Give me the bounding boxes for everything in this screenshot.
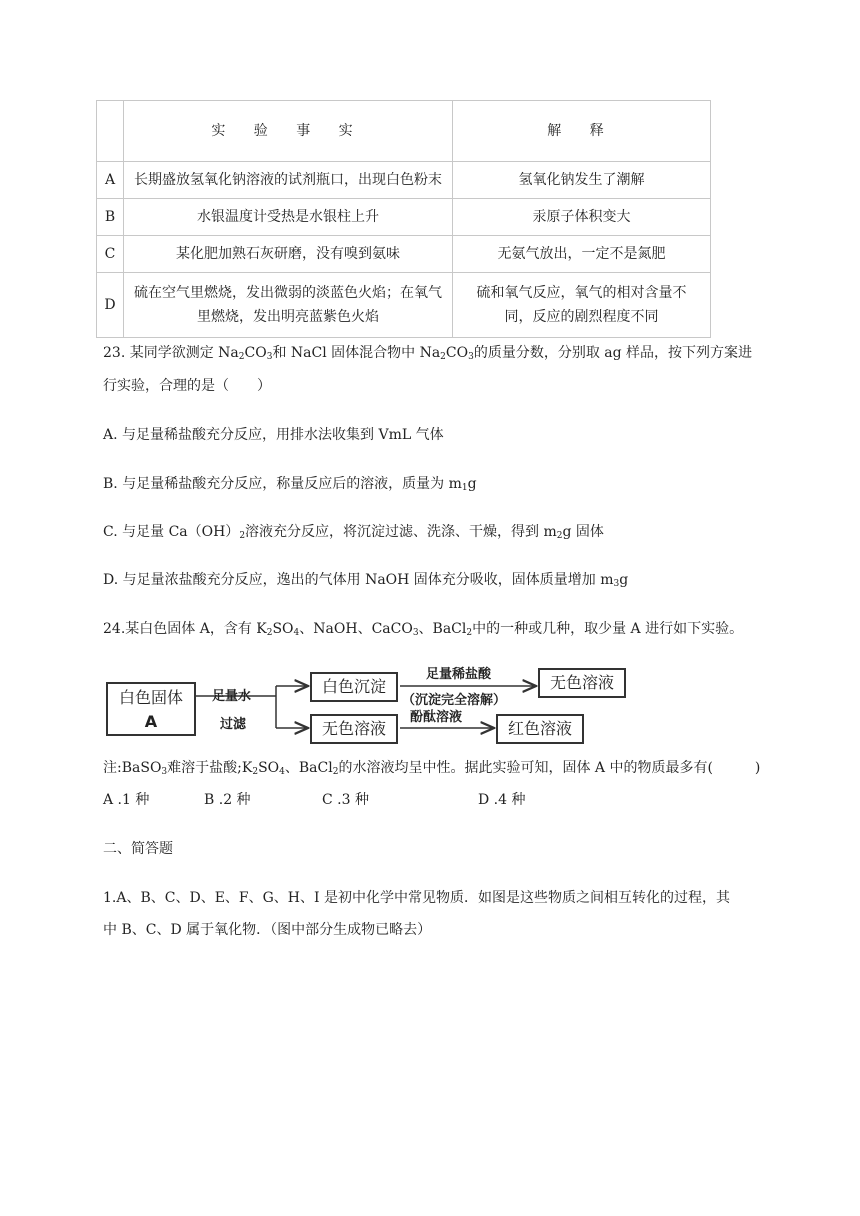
label-filter: 过滤 [220, 717, 247, 732]
row-fact-line: 里燃烧，发出明亮蓝紫色火焰 [197, 309, 379, 325]
q23-option-a: A. 与足量稀盐酸充分反应，用排水法收集到 VmL 气体 [103, 427, 444, 443]
box-white-solid [106, 682, 196, 736]
row-label: A [97, 162, 124, 199]
row-label: C [97, 236, 124, 273]
header-expl: 解 释 [453, 101, 711, 162]
row-fact-line: 硫在空气里燃烧，发出微弱的淡蓝色火焰；在氧气 [134, 285, 442, 301]
row-fact: 某化肥加熟石灰研磨，没有嗅到氨味 [124, 236, 453, 273]
row-expl: 氢氧化钠发生了潮解 [453, 162, 711, 199]
box-white-solid-line2: A [144, 712, 158, 731]
section-title: 二、简答题 [103, 841, 173, 857]
table-corner [97, 101, 124, 162]
row-label: B [97, 199, 124, 236]
q23-option-d: D. 与足量浓盐酸充分反应，逸出的气体用 NaOH 固体充分吸收，固体质量增加 $m_3g$ [103, 572, 629, 589]
label-hcl: 足量稀盐酸 [426, 667, 492, 682]
label-water: 足量水 [212, 689, 252, 704]
facts-table [96, 100, 711, 338]
q24-option-c: C .3 种 [322, 792, 369, 808]
q24-option-a: A .1 种 [103, 792, 150, 808]
box-white-precipitate: 白色沉淀 [310, 672, 398, 702]
box-colorless-solution-2: 无色溶液 [310, 714, 398, 744]
box-white-solid-line1: 白色固体 [118, 688, 183, 707]
q23-option-b: B. 与足量稀盐酸充分反应，称量反应后的溶液，质量为 $m_1g$ [103, 476, 477, 493]
row-expl [453, 273, 711, 338]
q1-line1: 1.A、B、C、D、E、F、G、H、I 是初中化学中常见物质．如图是这些物质之间相互转化的过程，其 [103, 890, 730, 906]
q24-option-d: D .4 种 [478, 792, 526, 808]
row-label: D [97, 273, 124, 338]
q24-note: 注:BaSO$_3$难溶于盐酸$;K_2SO_4$、BaCl$_2$的水溶液均呈中性。据此实验可知，固体 A 中的物质最多有( ) [103, 760, 761, 777]
q23-option-c: C. 与足量 $Ca(OH)_2$溶液充分反应，将沉淀过滤、洗涤、干燥，得到 $m_2g$ 固体 [103, 524, 604, 541]
table-row [97, 273, 711, 338]
box-colorless-solution-1: 无色溶液 [538, 668, 626, 698]
q1-line2: 中 B、C、D 属于氧化物．（图中部分生成物已略去） [103, 922, 432, 938]
label-phenolphthalein: 酚酞溶液 [410, 710, 463, 725]
row-expl: 汞原子体积变大 [453, 199, 711, 236]
row-fact: 长期盛放氢氧化钠溶液的试剂瓶口，出现白色粉末 [124, 162, 453, 199]
row-expl: 无氨气放出，一定不是氮肥 [453, 236, 711, 273]
table-row [97, 236, 711, 273]
row-fact [124, 273, 453, 338]
header-fact: 实 验 事 实 [124, 101, 453, 162]
row-expl-line: 硫和氧气反应，氧气的相对含量不 [476, 285, 687, 301]
table-row [97, 162, 711, 199]
q24-stem: 24.某白色固体 A，含有 $K_2SO_4$、NaOH、CaCO$_3$、BaCl$_2$中的一种或几种，取少量 A 进行如下实验。 [103, 621, 744, 638]
label-dissolve: （沉淀完全溶解） [402, 693, 507, 708]
q23-stem-line1: 23. 某同学欲测定 $Na_2CO_3$和 NaCl 固体混合物中 $Na_2CO_3$的质量分数，分别取 ag 样品，按下列方案进 [103, 345, 753, 362]
q24-option-b: B .2 种 [204, 792, 251, 808]
row-fact: 水银温度计受热是水银柱上升 [124, 199, 453, 236]
box-red-solution: 红色溶液 [496, 714, 584, 744]
row-expl-line: 同，反应的剧烈程度不同 [504, 309, 659, 325]
q23-stem-line2: 行实验，合理的是（ ） [103, 378, 271, 394]
table-row [97, 199, 711, 236]
